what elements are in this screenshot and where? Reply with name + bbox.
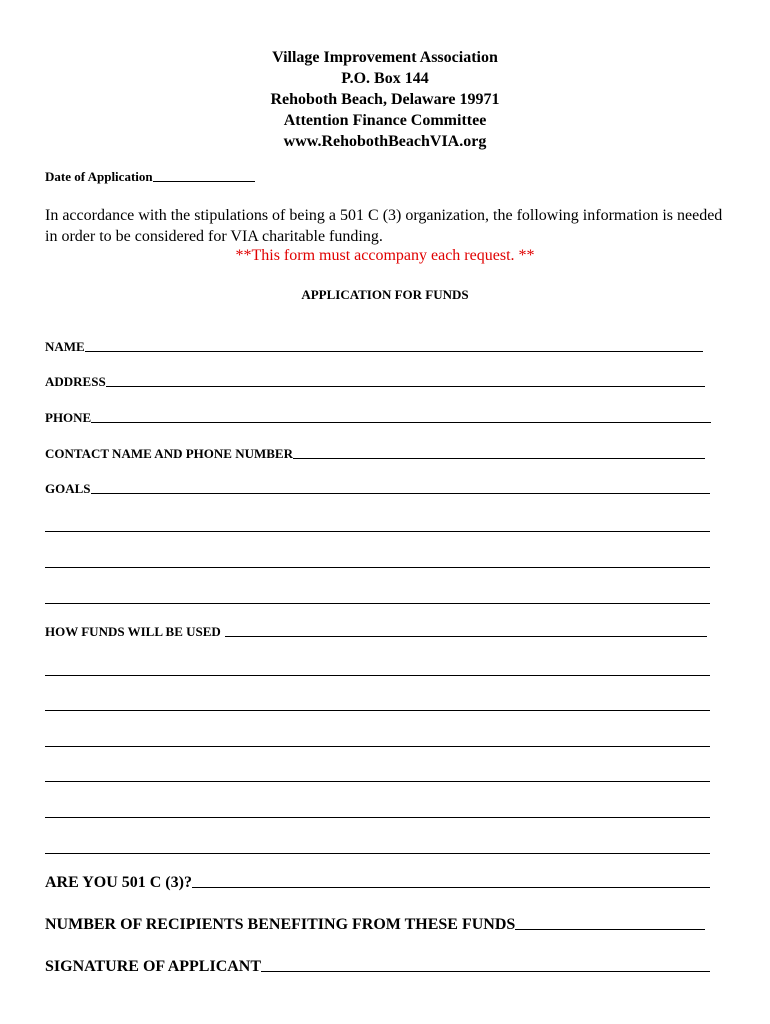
goals-line-4[interactable] bbox=[45, 603, 710, 604]
goals-field[interactable] bbox=[45, 481, 710, 497]
signature-field[interactable] bbox=[45, 958, 710, 976]
name-field[interactable] bbox=[45, 339, 703, 355]
form-title: APPLICATION FOR FUNDS bbox=[301, 287, 469, 302]
funds-use-line-7[interactable] bbox=[45, 853, 710, 854]
name-line[interactable] bbox=[85, 339, 703, 352]
website: www.RehobothBeachVIA.org bbox=[283, 133, 487, 150]
letterhead bbox=[0, 47, 770, 152]
address-line[interactable] bbox=[106, 374, 705, 387]
501c3-field[interactable] bbox=[45, 874, 710, 892]
city-state: Rehoboth Beach, Delaware 19971 bbox=[270, 91, 500, 108]
attention-line: Attention Finance Committee bbox=[283, 112, 487, 129]
notice-text: **This form must accompany each request. ** bbox=[235, 247, 535, 264]
funds-use-line-6[interactable] bbox=[45, 817, 710, 818]
recipients-field[interactable] bbox=[45, 916, 705, 934]
phone-field[interactable] bbox=[45, 410, 711, 426]
date-label: Date of Application bbox=[45, 169, 153, 184]
org-name: Village Improvement Association bbox=[272, 49, 498, 66]
funds-use-line[interactable] bbox=[225, 624, 707, 637]
goals-line-2[interactable] bbox=[45, 531, 710, 532]
goals-label: GOALS bbox=[45, 481, 91, 496]
funds-use-line-5[interactable] bbox=[45, 781, 710, 782]
501c3-line[interactable] bbox=[192, 875, 710, 888]
date-line[interactable] bbox=[153, 169, 255, 182]
goals-line[interactable] bbox=[91, 481, 710, 494]
recipients-line[interactable] bbox=[515, 917, 705, 930]
date-field[interactable] bbox=[45, 169, 255, 185]
funds-use-line-2[interactable] bbox=[45, 675, 710, 676]
phone-label: PHONE bbox=[45, 410, 92, 425]
recipients-label: NUMBER OF RECIPIENTS BENEFITING FROM THESE FUNDS bbox=[45, 916, 516, 933]
phone-line[interactable] bbox=[91, 410, 711, 423]
501c3-label: ARE YOU 501 C (3)? bbox=[45, 874, 192, 891]
goals-line-3[interactable] bbox=[45, 567, 710, 568]
funds-use-line-4[interactable] bbox=[45, 746, 710, 747]
funds-use-line-3[interactable] bbox=[45, 710, 710, 711]
funds-use-label: HOW FUNDS WILL BE USED bbox=[45, 624, 221, 639]
address-field[interactable] bbox=[45, 374, 705, 390]
signature-line[interactable] bbox=[261, 959, 710, 972]
intro-text: In accordance with the stipulations of being a 501 C (3) organization, the following information is needed in order to be considered for VIA charitable funding. bbox=[45, 207, 723, 245]
signature-label: SIGNATURE OF APPLICANT bbox=[45, 958, 262, 975]
funds-use-field[interactable] bbox=[45, 624, 707, 640]
contact-field[interactable] bbox=[45, 446, 705, 462]
contact-line[interactable] bbox=[293, 446, 705, 459]
address-label: ADDRESS bbox=[45, 374, 106, 389]
po-box: P.O. Box 144 bbox=[341, 70, 429, 87]
contact-label: CONTACT NAME AND PHONE NUMBER bbox=[45, 446, 293, 461]
name-label: NAME bbox=[45, 339, 85, 354]
